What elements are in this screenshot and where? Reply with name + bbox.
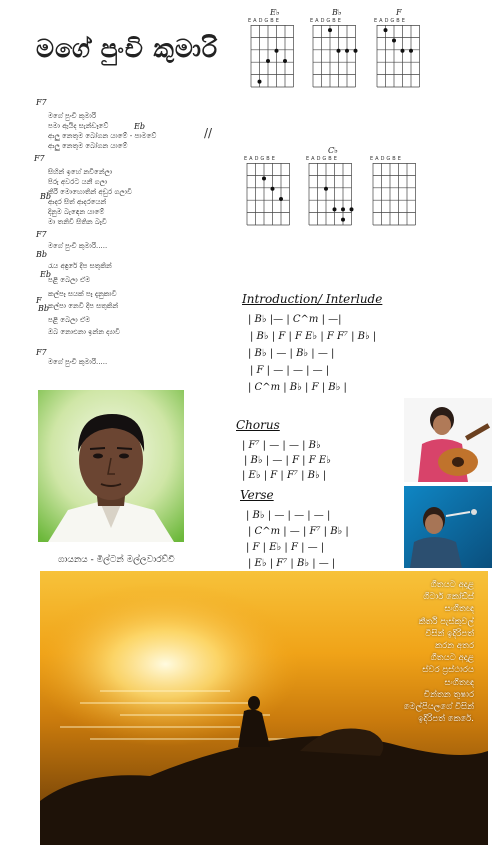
fretboard-grid <box>310 25 360 89</box>
finger-dot <box>279 197 283 201</box>
chord-diagram-name: C♭ <box>328 146 338 155</box>
chord-diagram-name: E♭ <box>270 8 280 17</box>
guitarist-image <box>404 398 492 482</box>
lyric-line: මගේ පුංචි කුමාරි..... <box>48 358 108 366</box>
lyric-line: කිරි මොහොතින් අඩුර ගලාවී <box>48 188 133 196</box>
credit-line: ගිටාර් කෝඩ්ස් <box>423 592 474 603</box>
lyric-chord: F7 <box>36 230 47 239</box>
repeat-marker: // <box>204 126 213 140</box>
progression-line: | E♭ | F | F⁷ | B♭ | <box>242 470 327 481</box>
finger-dot <box>258 80 262 84</box>
finger-dot <box>275 49 279 53</box>
page-title: මගේ පුංචි කුමාරි <box>36 34 219 63</box>
lyric-line: මගේ පුංචි කුමාරි..... <box>48 242 108 250</box>
credit-line: සංගීතඥ <box>444 604 474 615</box>
lyric-line: ආදර සිත් ආදරයෙන් <box>48 198 107 206</box>
fretboard-grid <box>370 163 420 227</box>
lyric-line: පමා ඇයිද සැන්ඩෑවේ <box>48 122 109 130</box>
finger-dot <box>328 28 332 32</box>
musician-photo <box>404 486 492 568</box>
progression-line: | B♭ | — | — | — | <box>246 510 331 521</box>
lyric-chord: F7 <box>36 98 47 107</box>
singer-portrait <box>38 390 184 542</box>
finger-dot <box>333 207 337 211</box>
portrait-image <box>38 390 184 542</box>
chord-diagram <box>370 156 420 228</box>
credits-text <box>354 579 474 725</box>
progression-line: | F | E♭ | F | — | <box>246 542 325 553</box>
fretboard-grid <box>306 163 356 227</box>
portrait-caption: ගායනය - මිල්ටන් මල්ලවාරච්චි <box>58 555 175 565</box>
credit-line: ගීතයට අදාළ <box>430 653 474 664</box>
finger-dot <box>337 49 341 53</box>
chord-diagram-name: B♭ <box>332 8 342 17</box>
lyric-line: දිනුම බැඳෙන යාමේ <box>48 208 105 216</box>
progression-line: | B♭ | — | F | F E♭ <box>244 455 331 466</box>
lyric-chord: F <box>36 296 42 305</box>
finger-dot <box>341 207 345 211</box>
lyric-chord: Bb <box>36 250 47 259</box>
progression-line: | B♭ | — | B♭ | — | <box>248 348 335 359</box>
finger-dot <box>266 59 270 63</box>
credit-line: මෙල්පියලගේ විසින් <box>403 702 474 713</box>
lyric-line: පළි බෙලා ඒම <box>48 316 91 324</box>
progression-line: | F⁷ | — | — | B♭ <box>242 440 321 451</box>
progression-line: | E♭ | F⁷ | B♭ | — | <box>248 558 336 569</box>
finger-dot <box>401 49 405 53</box>
lyric-chord: F7 <box>36 348 47 357</box>
finger-dot <box>262 176 266 180</box>
chord-diagram-strings: EADGBE <box>306 156 339 162</box>
sunset-photo <box>40 571 488 845</box>
chord-diagram-strings: EADGBE <box>244 156 277 162</box>
lyric-line: කල්පා නෙවි දීප සතුකින් <box>48 302 119 310</box>
fretboard-grid <box>244 163 294 227</box>
finger-dot <box>409 49 413 53</box>
chord-diagram-strings: EADGBE <box>248 18 281 24</box>
lyric-line: මගේ පුංචි කුමාරි <box>48 112 97 120</box>
finger-dot <box>392 38 396 42</box>
progression-line: | B♭ | F | F E♭ | F F⁷ | B♭ | <box>250 331 377 342</box>
progression-line: | B♭ |— | C^m | —| <box>248 314 342 325</box>
lyric-line: පළි බෙලා ඒම <box>48 276 91 284</box>
lyric-line: රැය අඳුරේ දීප සතුකින් <box>48 262 112 270</box>
lyric-chord: Eb <box>134 122 145 131</box>
lyrics-block <box>34 96 234 386</box>
intro-title: Introduction/ Interlude <box>242 292 383 306</box>
lyric-line: ඔබ නොඑනා ඉන්න ද්‍යාවී <box>48 328 121 336</box>
finger-dot <box>354 49 358 53</box>
credit-line: විසින් ඉදිරිපත් <box>425 628 474 639</box>
chorus-title: Chorus <box>236 418 280 432</box>
progression-line: | C^m | — | F⁷ | B♭ | <box>248 526 349 537</box>
credit-line: ඉදිරිපත් කෙරේ. <box>418 714 474 725</box>
lyric-line: පිරු අවරට යනී ගලා <box>48 178 108 186</box>
finger-dot <box>271 187 275 191</box>
chord-diagram-strings: EADGBE <box>374 18 407 24</box>
lyric-line: සිහින් ඉහේ නවිනේලා <box>48 168 113 176</box>
lyric-line: ආලු නෙතුම බෝගන යාමේ - පාමවේ <box>48 132 157 140</box>
lyric-line: ආලු නෙතුම බෝගන යාමේ <box>48 142 128 150</box>
finger-dot <box>350 207 354 211</box>
credit-line: සංගීතඥ <box>444 677 474 688</box>
chord-diagram <box>244 156 294 228</box>
lyric-line: මා තනිවී සිතින බෑවී <box>48 218 107 226</box>
progression-line: | F | — | — | — | <box>250 365 330 376</box>
finger-dot <box>283 59 287 63</box>
lyric-chord: Eb <box>40 270 51 279</box>
credit-line: කරන අතර <box>435 641 474 652</box>
credit-line: ගීතයට අදාළ <box>430 580 474 590</box>
chord-diagram-name: F <box>396 8 402 17</box>
verse-title: Verse <box>240 488 274 502</box>
fretboard-grid <box>248 25 298 89</box>
musician-image <box>404 486 492 568</box>
chord-diagram-strings: EADGBE <box>310 18 343 24</box>
chord-diagram <box>374 8 424 90</box>
finger-dot <box>341 218 345 222</box>
chord-diagram <box>310 8 360 90</box>
finger-dot <box>384 28 388 32</box>
lyric-chord: Bb <box>40 192 51 201</box>
guitarist-photo <box>404 398 492 482</box>
credit-line: කීර්ති පැස්කුවල් <box>418 616 474 627</box>
chord-diagram <box>248 8 298 90</box>
lyric-line: කල්පෑ සයක් පෑ දැනුකාවී <box>48 290 117 298</box>
credit-line: ස්වර ප්‍රස්ථාරය <box>422 665 474 676</box>
credit-line: චින්තන තුෂාර <box>423 689 474 700</box>
chord-diagram <box>306 146 356 228</box>
progression-line: | C^m | B♭ | F | B♭ | <box>248 382 347 393</box>
chord-diagram-strings: EADGBE <box>370 156 403 162</box>
lyric-chord: Bb <box>38 304 49 313</box>
lyric-chord: F7 <box>34 154 45 163</box>
finger-dot <box>345 49 349 53</box>
finger-dot <box>324 187 328 191</box>
fretboard-grid <box>374 25 424 89</box>
